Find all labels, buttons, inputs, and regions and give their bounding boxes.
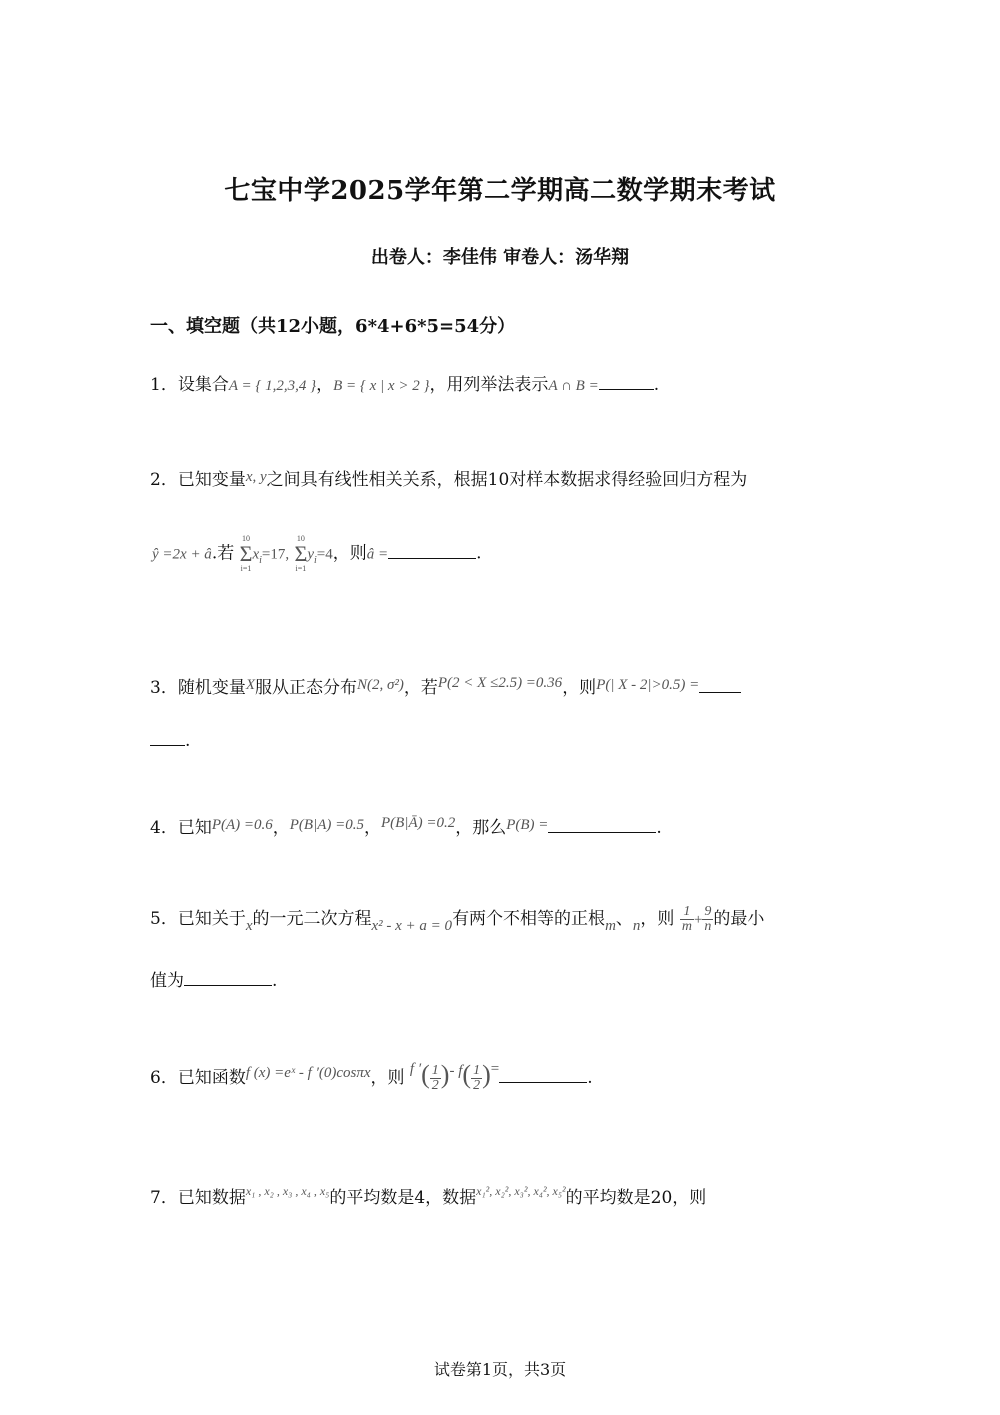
question-5 [150, 905, 764, 934]
q5-dun: 、 [615, 909, 633, 929]
q2-sum2-var: y [307, 546, 314, 563]
q1-text: ，用列举法表示 [429, 375, 549, 395]
q1-sep: ， [316, 375, 334, 395]
q6-function: f (x) =eˣ - f ′(0)cosπx [245, 1065, 371, 1081]
q5-root-m: m [605, 918, 616, 934]
q4-end: . [656, 818, 662, 838]
q3-text3: ，则 [562, 678, 597, 698]
q2-prefix: 2．已知变量 [150, 470, 246, 490]
q1-end: . [653, 375, 660, 395]
q7-prefix: 7．已知数据 [150, 1188, 246, 1208]
q5-text2: 有两个不相等的正根 [452, 909, 606, 929]
q7-text1: 的平均数是4，数据 [329, 1188, 477, 1208]
q5-end: . [272, 971, 278, 991]
exam-authors: 出卷人：李佳伟 审卷人：汤华翔 [370, 247, 630, 268]
q2-vars: x, y [245, 469, 267, 485]
q2-answer-blank[interactable] [388, 541, 476, 559]
q6-half-1-num: 1 [431, 1063, 439, 1078]
q1-set-b: B = { x | x > 2 } [333, 378, 430, 394]
q2-sum-y: 10 Σ i=1 [294, 534, 308, 573]
q4-prefix: 4．已知 [150, 818, 212, 838]
q2-sum-y-bottom: i=1 [295, 564, 307, 573]
q5-text4: 的最小 [713, 909, 765, 929]
q1-prefix: 1．设集合 [150, 375, 229, 395]
q2-sum1-sub: i [259, 554, 262, 566]
q3-var: X [245, 677, 255, 693]
q5-f1-numerator: 1 [683, 904, 691, 919]
q4-text: ，那么 [455, 818, 507, 838]
q2-ahat: â = [366, 546, 389, 563]
section-heading-fill-in: 一、填空题（共12小题，6*4+6*5=54分） [150, 316, 516, 337]
q3-answer-blank-1[interactable] [699, 675, 741, 693]
q2-then: ，则 [332, 543, 367, 564]
question-7 [150, 1185, 706, 1207]
q6-end: . [587, 1068, 593, 1088]
q5-var: x [245, 918, 253, 934]
question-4 [150, 815, 662, 837]
q3-answer-blank-2[interactable] [150, 728, 185, 746]
question-6: 6．已知函数f (x) =eˣ - f ′(0)cosπx，则 f ′( $\frac{1}{2}$ )- f( $\frac{1}{2}$ )= . [150, 1060, 593, 1093]
q5-f2-numerator: 9 [704, 904, 712, 919]
q2-sum-x-top: 10 [242, 534, 251, 543]
q2-sum1-value: =17, [261, 546, 290, 563]
q3-condition: P(2 < X ≤2.5) =0.36 [437, 675, 563, 691]
q4-pbna: P(B|Ā) =0.2 [381, 815, 456, 831]
q5-text3: ，则 [640, 909, 675, 929]
q7-data-2: x₁², x₂², x₃², x₄², x₅² [476, 1184, 566, 1198]
q5-plus: + [693, 912, 703, 928]
question-1 [150, 372, 659, 394]
q2-sum-x-bottom: i=1 [240, 564, 252, 573]
q2-sum1-var: x [252, 546, 260, 563]
q6-half-1-den: 2 [431, 1078, 439, 1093]
q5-prefix: 5．已知关于 [150, 909, 246, 929]
q2-regression-eq: ŷ =2x + â [152, 546, 212, 563]
q2-sum-y-top: 10 [296, 534, 305, 543]
q3-text2: ，若 [403, 678, 438, 698]
q1-expr: A ∩ B = [548, 378, 599, 394]
q5-fraction-2 [702, 905, 713, 934]
q6-half-2-den: 2 [473, 1078, 481, 1093]
q3-prefix: 3．随机变量 [150, 678, 246, 698]
q4-pa: P(A) =0.6 [211, 817, 273, 833]
q4-pba: P(B|A) =0.5 [289, 817, 364, 833]
q3-ask: P(| X - 2|>0.5) = [596, 677, 700, 693]
q6-prefix: 6．已知函数 [150, 1068, 246, 1088]
q4-sep1: ， [272, 818, 290, 838]
question-2 [150, 470, 747, 489]
q6-minus-f: - f [449, 1063, 463, 1079]
q6-text: ，则 [370, 1068, 405, 1088]
q1-answer-blank[interactable] [599, 372, 654, 390]
q5-text5: 值为 [150, 971, 184, 991]
q2-text: 之间具有线性相关关系，根据10对样本数据求得经验回归方程为 [266, 470, 748, 490]
q6-fprime: f ′ [409, 1061, 422, 1077]
q4-sep2: ， [364, 818, 381, 838]
q5-f2-denominator: n [704, 919, 712, 934]
question-3 [150, 675, 741, 697]
q4-answer-blank[interactable] [548, 815, 656, 833]
q7-data-1: x₁ , x₂ , x₃ , x₄ , x₅ [245, 1184, 330, 1198]
question-5-line-2 [150, 968, 277, 990]
q4-pb: P(B) = [506, 817, 549, 833]
q2-sum2-sub: i [314, 554, 317, 566]
q5-equation: x² - x + a = 0 [371, 918, 453, 934]
q5-text1: 的一元二次方程 [252, 909, 372, 929]
q2-sum2-value: =4 [316, 546, 333, 563]
q1-set-a: A = { 1,2,3,4 } [228, 378, 317, 394]
q2-end: . [476, 543, 482, 564]
q5-f1-denominator: m [681, 919, 692, 934]
q6-answer-blank[interactable] [499, 1065, 587, 1083]
q5-fraction-1 [680, 905, 694, 934]
q3-text1: 服从正态分布 [255, 678, 357, 698]
q2-ruo: .若 [211, 543, 235, 564]
q7-text2: 的平均数是20，则 [565, 1188, 707, 1208]
page-title: 七宝中学2025学年第二学期高二数学期末考试 [224, 176, 776, 206]
page-footer: 试卷第1页，共3页 [433, 1360, 567, 1379]
q6-half-2 [471, 1064, 482, 1093]
q3-end: . [185, 731, 191, 751]
q5-root-n: n [632, 918, 641, 934]
q5-answer-blank[interactable] [184, 968, 272, 986]
question-2-line-2 [152, 535, 482, 573]
q6-equals: = [490, 1061, 500, 1077]
question-3-line-2 [150, 728, 190, 750]
q2-sum-x: 10 Σ i=1 [239, 534, 253, 573]
q3-distribution: N(2, σ²) [357, 677, 404, 693]
q6-half-1 [430, 1064, 441, 1093]
q6-half-2-num: 1 [473, 1063, 481, 1078]
